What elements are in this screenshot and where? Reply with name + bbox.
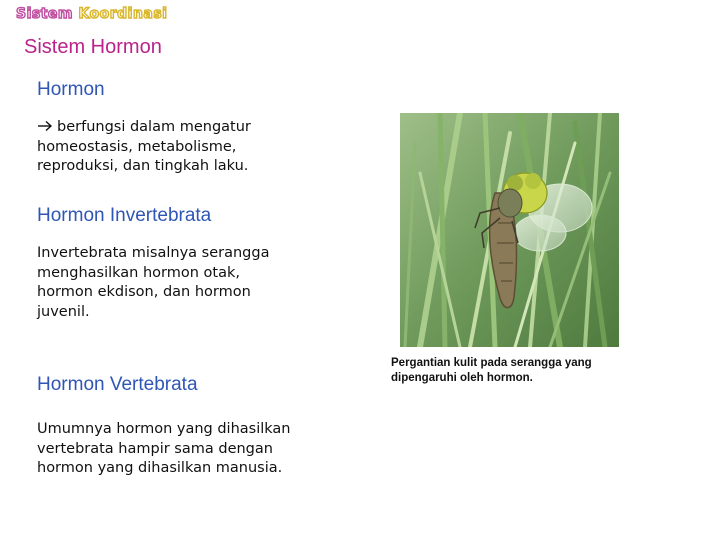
insect-molting-photo [400, 113, 619, 347]
page-title: Sistem Hormon [24, 36, 162, 58]
slide-header [16, 6, 167, 22]
section-text-vertebrata: Umumnya hormon yang dihasilkan vertebrata hampir sama dengan hormon yang dihasilkan manusia. [37, 421, 291, 476]
figure-caption: Pergantian kulit pada serangga yang dipengaruhi oleh hormon. [391, 357, 592, 384]
header-word-koordinasi: Koordinasi [78, 6, 168, 22]
section-text-hormon-content: berfungsi dalam mengatur homeostasis, metabolisme, reproduksi, dan tingkah laku. [37, 119, 251, 174]
section-title-vertebrata: Hormon Vertebrata [37, 374, 198, 395]
section-title-invertebrata: Hormon Invertebrata [37, 205, 212, 226]
arrow-right-icon [37, 120, 53, 132]
section-text-invertebrata: Invertebrata misalnya serangga menghasilkan hormon otak, hormon ekdison, dan hormon juvenil. [37, 245, 270, 320]
header-word-sistem: Sistem [16, 6, 73, 22]
section-text-hormon [37, 118, 251, 177]
section-title-hormon: Hormon [37, 79, 105, 100]
dragonfly-molting-illustration [400, 113, 619, 347]
